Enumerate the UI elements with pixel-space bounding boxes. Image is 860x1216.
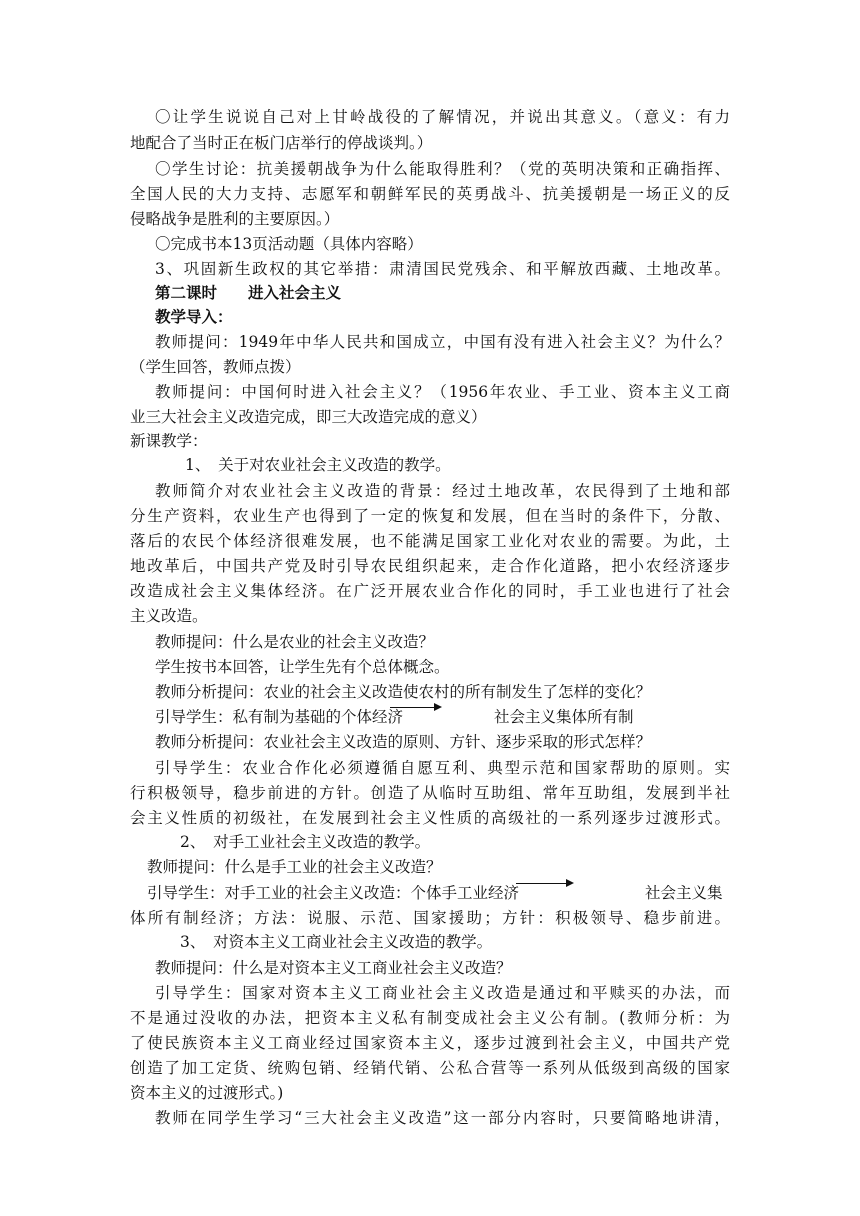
paragraph-line: 地配合了当时正在板门店举行的停战谈判。） [130, 134, 433, 152]
list-item: 1、 关于对农业社会主义改造的教学。 [185, 456, 451, 474]
paragraph-line: 教师提问：什么是对资本主义工商业社会主义改造？ [155, 959, 512, 977]
paragraph-line: 业三大社会主义改造完成，即三大改造完成的意义） [130, 408, 487, 426]
paragraph-line: 体所有制经济；方法：说服、示范、国家援助；方针：积极领导、稳步前进。 [130, 909, 730, 927]
paragraph-line: 地改革后，中国共产党及时引导农民组织起来，走合作化道路，把小农经济逐步 [130, 557, 730, 575]
paragraph-line: 侵略战争是胜利的主要原因。） [130, 210, 340, 228]
arrow-icon [516, 883, 572, 884]
paragraph-line: 教师分析提问：农业社会主义改造的原则、方针、逐步采取的形式怎样？ [155, 733, 652, 751]
paragraph-line: 了使民族资本主义工商业经过国家资本主义，逐步过渡到社会主义，中国共产党 [130, 1034, 730, 1052]
paragraph-line: 〇学生讨论：抗美援朝战争为什么能取得胜利？（党的英明决策和正确指挥、 [155, 160, 730, 178]
paragraph-line: （学生回答，教师点拨） [130, 358, 301, 376]
paragraph-line: 引导学生：国家对资本主义工商业社会主义改造是通过和平赎买的办法，而 [155, 984, 730, 1002]
paragraph-line: 创造了加工定货、统购包销、经销代销、公私合营等一系列从低级到高级的国家 [130, 1059, 730, 1077]
paragraph-line: 教师提问：中国何时进入社会主义？（1956年农业、手工业、资本主义工商 [155, 383, 730, 401]
section-heading: 第二课时 进入社会主义 [155, 283, 342, 302]
paragraph-line: 教师提问：什么是手工业的社会主义改造？ [147, 858, 442, 876]
paragraph-line: 引导学生：农业合作化必须遵循自愿互利、典型示范和国家帮助的原则。实 [155, 759, 730, 777]
paragraph-line: 引导学生：私有制为基础的个体经济 [155, 708, 404, 726]
paragraph-line: 教师在同学生学习“三大社会主义改造”这一部分内容时，只要简略地讲清， [155, 1109, 730, 1127]
paragraph-line: 全国人民的大力支持、志愿军和朝鲜军民的英勇战斗、抗美援朝是一场正义的反 [130, 185, 730, 203]
paragraph-line: 3、巩固新生政权的其它举措：肃清国民党残余、和平解放西藏、土地改革。 [155, 260, 730, 278]
paragraph-line: 教师提问：1949年中华人民共和国成立，中国有没有进入社会主义？为什么？ [155, 333, 730, 351]
paragraph-line: 教师分析提问：农业的社会主义改造使农村的所有制发生了怎样的变化？ [155, 683, 652, 701]
paragraph-line: 不是通过没收的办法，把资本主义私有制变成社会主义公有制。(教师分析：为 [130, 1009, 730, 1027]
paragraph-line: 教师提问：什么是农业的社会主义改造？ [155, 633, 435, 651]
list-item: 2、 对手工业社会主义改造的教学。 [180, 833, 431, 851]
paragraph-line: 落后的农民个体经济很难发展，也不能满足国家工业化对农业的需要。为此，土 [130, 532, 730, 550]
paragraph-line: 会主义性质的初级社，在发展到社会主义性质的高级社的一系列逐步过渡形式。 [130, 809, 730, 827]
paragraph-line: 主义改造。 [130, 607, 208, 625]
arrow-icon [390, 707, 440, 708]
paragraph-line: 社会主义集 [645, 884, 723, 902]
paragraph-line: 〇完成书本13页活动题（具体内容略） [155, 235, 423, 253]
list-item: 3、 对资本主义工商业社会主义改造的教学。 [180, 933, 493, 951]
paragraph-line: 引导学生：对手工业的社会主义改造：个体手工业经济 [147, 884, 520, 902]
paragraph-line: 社会主义集体所有制 [494, 708, 634, 726]
paragraph-line: 分生产资料，农业生产也得到了一定的恢复和发展，但在当时的条件下，分散、 [130, 507, 730, 525]
paragraph-line: 学生按书本回答，让学生先有个总体概念。 [155, 658, 450, 676]
paragraph-line: 行积极领导，稳步前进的方针。创造了从临时互助组、常年互助组，发展到半社 [130, 784, 730, 802]
paragraph-line: 新课教学： [130, 432, 208, 450]
paragraph-line: 〇让学生说说自己对上甘岭战役的了解情况，并说出其意义。（意义：有力 [155, 108, 730, 126]
paragraph-line: 教师简介对农业社会主义改造的背景：经过土地改革，农民得到了土地和部 [155, 482, 730, 500]
paragraph-line: 改造成社会主义集体经济。在广泛开展农业合作化的同时，手工业也进行了社会 [130, 582, 730, 600]
paragraph-line: 资本主义的过渡形式。) [130, 1084, 284, 1102]
subsection-heading: 教学导入： [155, 307, 233, 326]
